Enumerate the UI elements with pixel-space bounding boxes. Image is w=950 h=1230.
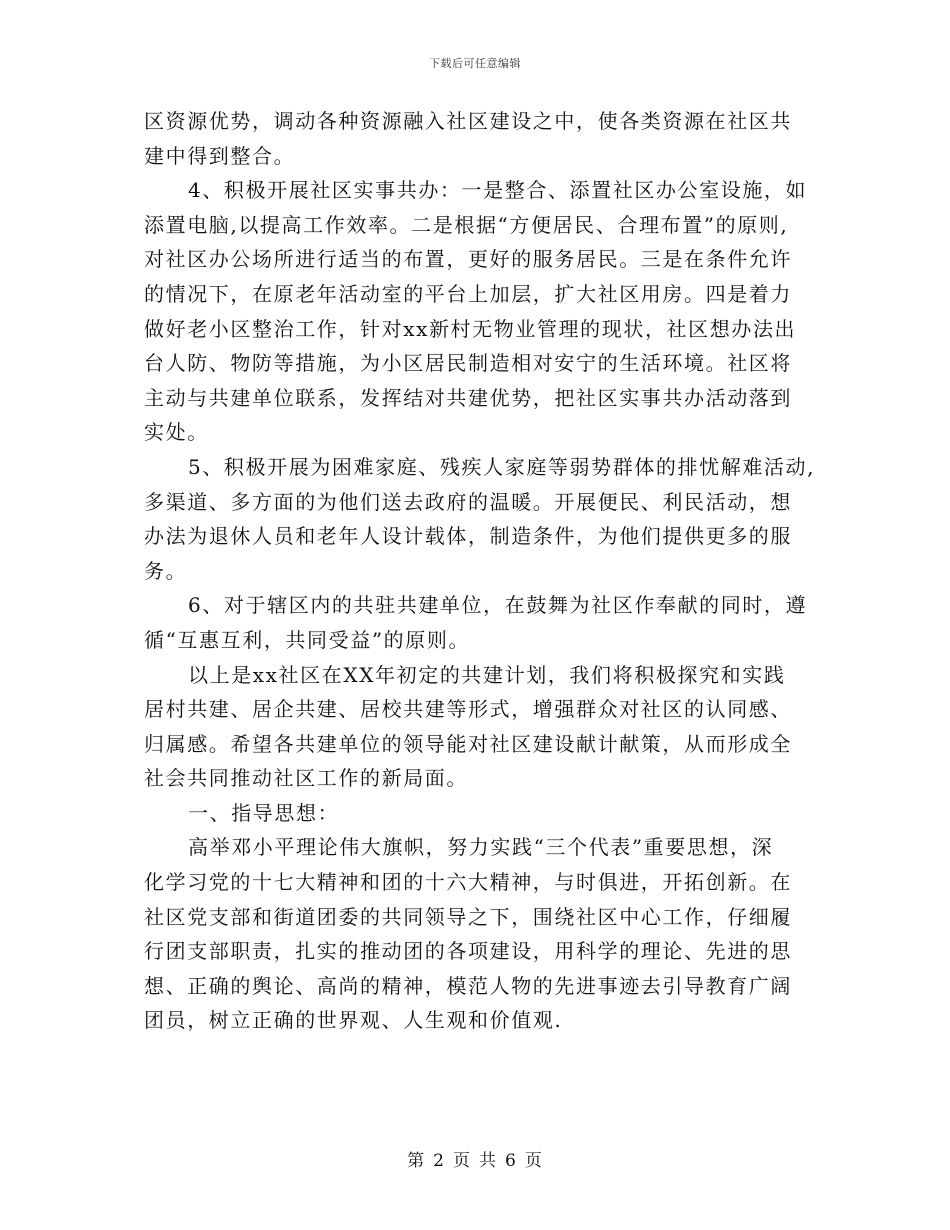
text-line: 化学习党的十七大精神和团的十六大精神，与时俱进，开拓创新。在 (144, 870, 792, 895)
text-line: 社区党支部和街道团委的共同领导之下，围绕社区中心工作，仔细履 (144, 904, 792, 929)
text-line: 居村共建、居企共建、居校共建等形式，增强群众对社区的认同感、 (144, 697, 792, 722)
text-line: 区资源优势，调动各种资源融入社区建设之中，使各类资源在社区共 (144, 109, 792, 133)
paragraph-start-line: 以上是xx社区在XX年初定的共建计划，我们将积极探究和实践 (188, 662, 786, 687)
text-line: 添置电脑,以提高工作效率。二是根据“方便居民、合理布置”的原则, (144, 212, 789, 237)
text-line: 循“互惠互利，共同受益”的原则。 (144, 627, 471, 652)
paragraph-start-line: 6、对于辖区内的共驻共建单位，在鼓舞为社区作奉献的同时，遵 (188, 593, 808, 618)
paragraph-start-line: 5、积极开展为困难家庭、残疾人家庭等弱势群体的排忧解难活动, (188, 454, 816, 479)
footer-suffix: 页 (524, 1151, 543, 1171)
text-line: 行团支部职责，扎实的推动团的各项建设，用科学的理论、先进的思 (144, 939, 792, 964)
text-line: 的情况下，在原老年活动室的平台上加层，扩大社区用房。四是着力 (144, 281, 792, 306)
text-line: 对社区办公场所进行适当的布置，更好的服务居民。三是在条件允许 (144, 247, 792, 272)
text-line: 归属感。希望各共建单位的领导能对社区建设献计献策，从而形成全 (144, 731, 792, 756)
text-line: 务。 (144, 558, 188, 583)
paragraph-start-line: 4、积极开展社区实事共办：一是整合、添置社区办公室设施，如 (188, 178, 808, 203)
text-line: 社会共同推动社区工作的新局面。 (144, 766, 468, 791)
text-line: 实处。 (144, 420, 209, 445)
header-note: 下载后可任意编辑 (429, 57, 521, 70)
text-line: 做好老小区整治工作，针对xx新村无物业管理的现状，社区想办法出 (144, 316, 797, 341)
footer-page-word: 页 (453, 1151, 471, 1171)
text-line: 多渠道、多方面的为他们送去政府的温暖。开展便民、利民活动，想 (144, 489, 792, 514)
footer-total-word: 共 (479, 1151, 497, 1171)
document-body (144, 104, 816, 1038)
page-footer (0, 1146, 950, 1171)
text-line: 想、正确的舆论、高尚的精神，模范人物的先进事迹去引导教育广阔 (144, 973, 792, 998)
text-line: 团员，树立正确的世界观、人生观和价值观. (144, 1008, 563, 1033)
paragraph-start-line: 高举邓小平理论伟大旗帜，努力实践“三个代表”重要思想，深 (188, 835, 774, 860)
footer-prefix: 第 (407, 1151, 426, 1171)
total-pages-number: 6 (505, 1151, 517, 1171)
text-line: 主动与共建单位联系，发挥结对共建优势，把社区实事共办活动落到 (144, 385, 792, 410)
current-page-number: 2 (433, 1151, 445, 1171)
section-heading: 一、指导思想： (188, 800, 340, 825)
text-line: 建中得到整合。 (144, 143, 296, 168)
text-line: 台人防、物防等措施，为小区居民制造相对安宁的生活环境。社区将 (144, 351, 792, 376)
text-line: 办法为退休人员和老年人设计载体，制造条件，为他们提供更多的服 (144, 524, 792, 549)
